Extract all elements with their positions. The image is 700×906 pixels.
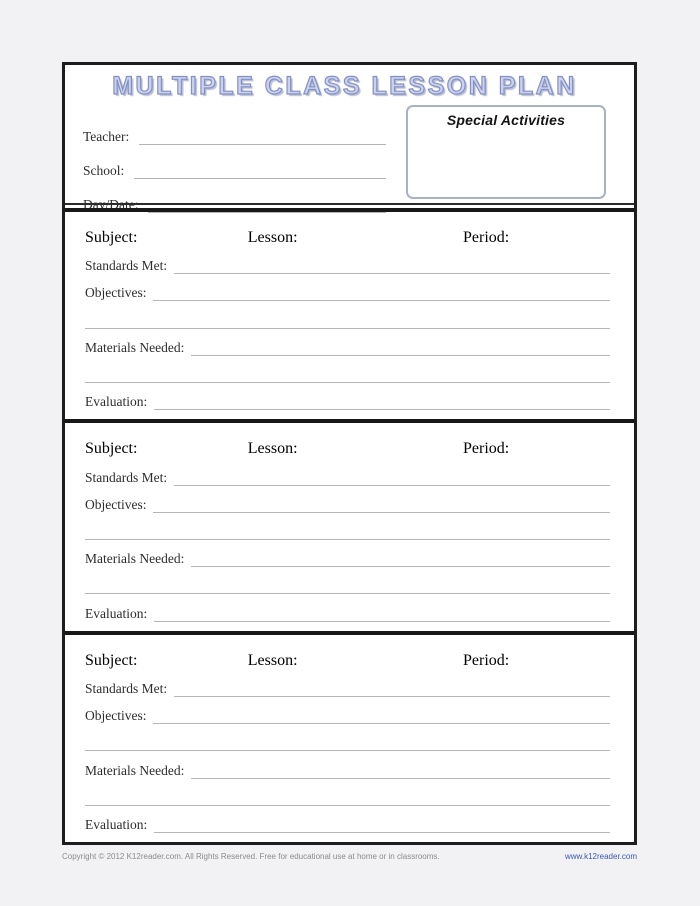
materials-needed-label: Materials Needed:	[85, 339, 185, 355]
writing-line	[85, 735, 610, 751]
objectives-line	[153, 285, 610, 301]
objectives-label: Objectives:	[85, 496, 147, 512]
subject-label: Subject:	[85, 651, 138, 669]
evaluation-label: Evaluation:	[85, 605, 148, 621]
writing-line	[85, 578, 610, 594]
materials-needed-line	[191, 551, 610, 567]
teacher-label: Teacher:	[83, 129, 130, 144]
subject-label: Subject:	[85, 440, 138, 458]
lesson-section-2	[65, 419, 634, 630]
daydate-label: Day/Date:	[83, 197, 139, 212]
teacher-field	[83, 111, 386, 145]
school-field	[83, 145, 386, 179]
lesson-label: Lesson:	[247, 440, 298, 458]
footer-copyright: Copyright © 2012 K12reader.com. All Rights Reserved. Free for educational use at home or in classrooms.	[62, 852, 440, 861]
evaluation-line	[154, 817, 610, 833]
special-activities-box	[406, 105, 606, 199]
evaluation-label: Evaluation:	[85, 394, 148, 410]
objectives-line	[153, 497, 610, 513]
school-label: School:	[83, 163, 125, 178]
objectives-line	[153, 708, 610, 724]
header-section	[65, 65, 634, 212]
page-title: MULTIPLE CLASS LESSON PLAN	[112, 72, 577, 100]
evaluation-line	[154, 394, 610, 410]
standards-met-label: Standards Met:	[85, 680, 168, 696]
standards-met-line	[174, 681, 610, 697]
evaluation-line	[154, 606, 610, 622]
objectives-label: Objectives:	[85, 708, 147, 724]
period-label: Period:	[463, 229, 510, 246]
school-line	[134, 160, 386, 179]
writing-line	[85, 790, 610, 806]
period-label: Period:	[463, 440, 510, 458]
standards-met-label: Standards Met:	[85, 469, 168, 485]
materials-needed-label: Materials Needed:	[85, 762, 185, 778]
lesson-label: Lesson:	[247, 651, 298, 669]
header-fields	[83, 105, 386, 213]
writing-line	[85, 313, 610, 329]
lesson-section-1	[65, 208, 634, 419]
writing-line	[85, 367, 610, 383]
period-label: Period:	[463, 651, 510, 669]
objectives-label: Objectives:	[85, 285, 147, 301]
materials-needed-line	[191, 340, 610, 356]
special-activities-title: Special Activities	[446, 112, 566, 128]
teacher-line	[139, 126, 386, 145]
page-footer	[62, 852, 637, 862]
materials-needed-line	[191, 763, 610, 779]
lesson-section-3	[65, 631, 634, 842]
materials-needed-label: Materials Needed:	[85, 551, 185, 567]
subject-label: Subject:	[85, 229, 138, 246]
lesson-label: Lesson:	[247, 229, 298, 246]
evaluation-label: Evaluation:	[85, 816, 148, 832]
standards-met-line	[174, 470, 610, 486]
standards-met-line	[174, 258, 610, 274]
writing-line	[85, 524, 610, 540]
standards-met-label: Standards Met:	[85, 258, 168, 274]
footer-website-link[interactable]: www.k12reader.com	[564, 852, 637, 861]
lesson-plan-page	[62, 62, 637, 845]
